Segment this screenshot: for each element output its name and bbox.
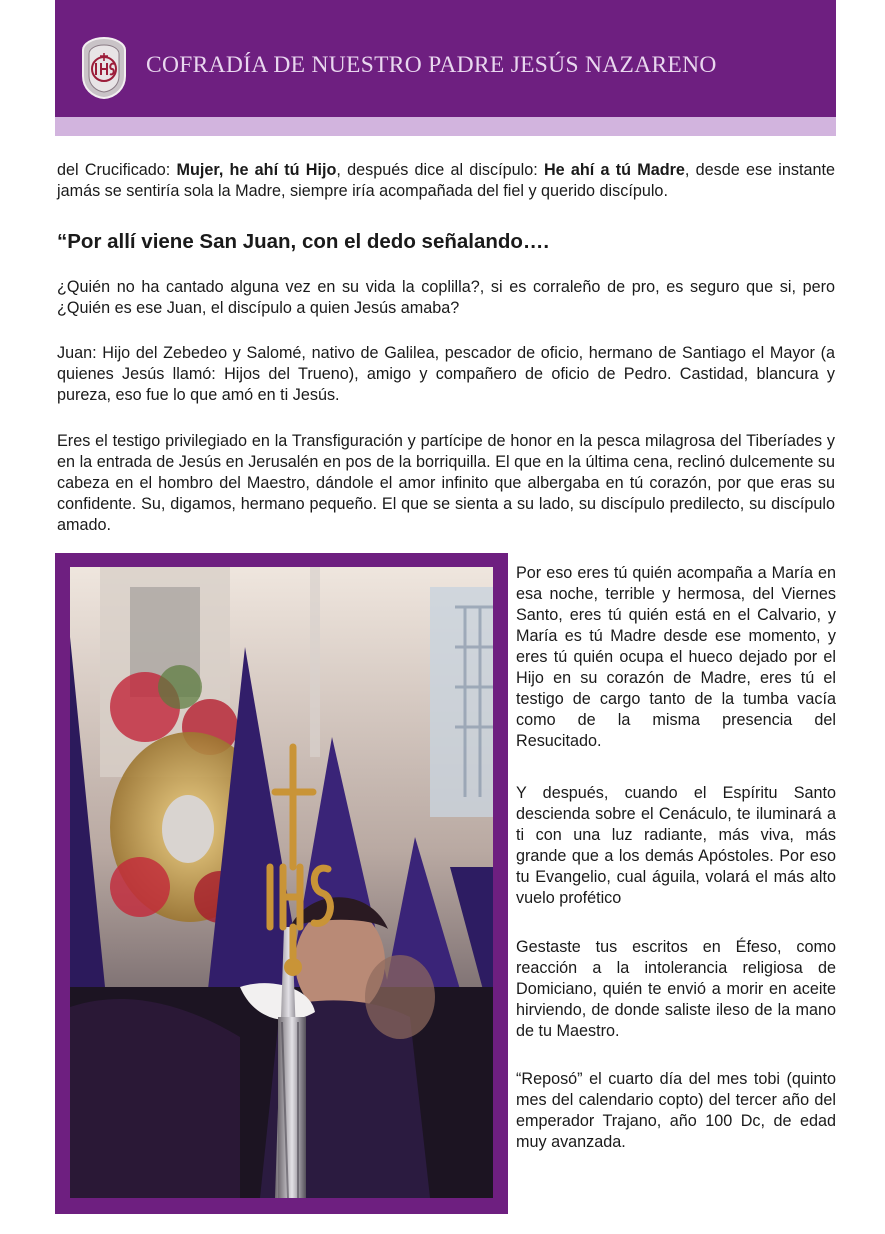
column-paragraph-espiritu: Y después, cuando el Espíritu Santo descienda sobre el Cenáculo, te iluminará a ti con una luz radiante, más viva, más grande que a los demás Apóstoles. Por eso tu Evangelio, cual águila, volará el más alto vuelo profético — [516, 784, 836, 907]
intro-quote-disciple: He ahí a tú Madre — [543, 161, 685, 179]
intro-text: del Crucificado: — [57, 161, 177, 179]
column-paragraph-efeso: Gestaste tus escritos en Éfeso, como reacción a la intolerancia religiosa de Domiciano, quién te envió a morir en aceite hirviendo, de donde saliste ileso de la mano de tu Maestro. — [516, 938, 836, 1040]
intro-quote-mother: Mujer, he ahí tú Hijo — [176, 161, 337, 179]
column-paragraph-maria: Por eso eres tú quién acompaña a María en esa noche, terrible y hermosa, del Viernes Santo, eres tú quién está en el Calvario, y María es tú Madre desde ese momento, y eres tú quién ocupa el hueco dejado por el Hijo en su corazón de Madre, eres tú el testigo de cargo tanto de la tumba vacía como de la misma presencia del Resucitado. — [516, 564, 836, 750]
column-paragraph-reposo: “Reposó” el cuarto día del mes tobi (quinto mes del calendario copto) del tercer año del emperador Trajano, año 100 Dc, de edad muy avanzada. — [516, 1070, 836, 1151]
paragraph-coplilla: ¿Quién no ha cantado alguna vez en su vida la coplilla?, si es corraleño de pro, es seguro que si, pero ¿Quién es ese Juan, el discípulo a quien Jesús amaba? — [57, 278, 835, 317]
intro-text: , desde ese instante jamás se sentiría sola la Madre, siempre iría acompañada del fiel y querido discípulo. — [57, 161, 835, 200]
intro-text: , después dice al discípulo: — [336, 161, 544, 179]
paragraph-testigo: Eres el testigo privilegiado en la Transfiguración y partícipe de honor en la pesca milagrosa del Tiberíades y en la entrada de Jesús en Jerusalén en pos de la borriquilla. El que en la última cena, reclinó dulcemente su cabeza en el hombro del Maestro, dándole el amor infinito que albergaba en tú corazón, por que eras su confidente. Su, digamos, hermano pequeño. El que se sienta a su lado, su discípulo predilecto, su discípulo amado. — [57, 432, 835, 534]
procession-scene — [70, 567, 493, 1198]
page-title: COFRADÍA DE NUESTRO PADRE JESÚS NAZARENO — [146, 52, 717, 78]
intro-paragraph — [57, 160, 835, 202]
ihs-seal-icon — [80, 36, 128, 100]
section-heading: “Por allí viene San Juan, con el dedo señalando…. — [57, 230, 550, 253]
header-strip — [55, 117, 836, 136]
paragraph-juan: Juan: Hijo del Zebedeo y Salomé, nativo de Galilea, pescador de oficio, hermano de Santiago el Mayor (a quienes Jesús llamó: Hijos del Trueno), amigo y compañero de oficio de Pedro. Castidad, blancura y pureza, eso fue lo que amó en ti Jesús. — [57, 344, 835, 404]
procession-photo — [70, 567, 493, 1198]
